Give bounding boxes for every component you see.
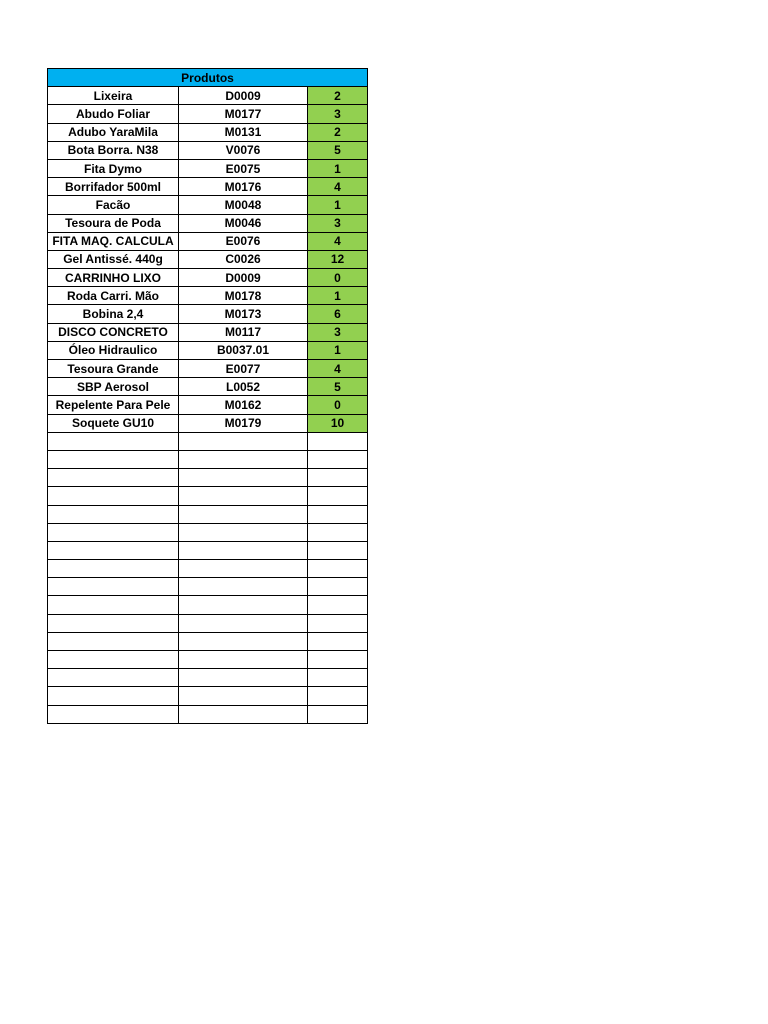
product-qty-cell[interactable]: 5 — [308, 141, 368, 159]
product-qty-cell[interactable]: 10 — [308, 414, 368, 432]
product-qty-cell[interactable]: 2 — [308, 123, 368, 141]
empty-qty-cell[interactable] — [308, 632, 368, 650]
empty-qty-cell[interactable] — [308, 596, 368, 614]
product-name-cell[interactable]: Facão — [48, 196, 179, 214]
empty-name-cell[interactable] — [48, 632, 179, 650]
product-code-cell[interactable]: M0179 — [179, 414, 308, 432]
empty-table-row — [48, 578, 368, 596]
product-name-cell[interactable]: Roda Carri. Mão — [48, 287, 179, 305]
table-row — [48, 232, 368, 250]
product-name-cell[interactable]: Abudo Foliar — [48, 105, 179, 123]
table-row — [48, 360, 368, 378]
empty-qty-cell[interactable] — [308, 487, 368, 505]
product-name-cell[interactable]: Gel Antissé. 440g — [48, 250, 179, 268]
empty-name-cell[interactable] — [48, 705, 179, 723]
empty-table-row — [48, 487, 368, 505]
product-code-cell[interactable]: M0046 — [179, 214, 308, 232]
empty-qty-cell[interactable] — [308, 687, 368, 705]
product-qty-cell[interactable]: 3 — [308, 214, 368, 232]
empty-name-cell[interactable] — [48, 614, 179, 632]
empty-code-cell[interactable] — [179, 596, 308, 614]
product-name-cell[interactable]: FITA MAQ. CALCULA — [48, 232, 179, 250]
product-qty-cell[interactable]: 0 — [308, 269, 368, 287]
table-row — [48, 323, 368, 341]
table-row — [48, 178, 368, 196]
empty-code-cell[interactable] — [179, 651, 308, 669]
table-row — [48, 250, 368, 268]
table-row — [48, 269, 368, 287]
empty-name-cell[interactable] — [48, 687, 179, 705]
empty-name-cell[interactable] — [48, 541, 179, 559]
product-code-cell[interactable]: D0009 — [179, 269, 308, 287]
table-row — [48, 196, 368, 214]
product-name-cell[interactable]: Bota Borra. N38 — [48, 141, 179, 159]
product-qty-cell[interactable]: 6 — [308, 305, 368, 323]
empty-code-cell[interactable] — [179, 469, 308, 487]
product-code-cell[interactable]: M0177 — [179, 105, 308, 123]
empty-code-cell[interactable] — [179, 632, 308, 650]
empty-qty-cell[interactable] — [308, 669, 368, 687]
empty-code-cell[interactable] — [179, 614, 308, 632]
product-code-cell[interactable]: E0077 — [179, 360, 308, 378]
table-row — [48, 378, 368, 396]
product-name-cell[interactable]: Tesoura Grande — [48, 360, 179, 378]
empty-name-cell[interactable] — [48, 578, 179, 596]
empty-table-row — [48, 432, 368, 450]
product-code-cell[interactable]: V0076 — [179, 141, 308, 159]
empty-code-cell[interactable] — [179, 560, 308, 578]
table-row — [48, 287, 368, 305]
product-code-cell[interactable]: M0162 — [179, 396, 308, 414]
empty-code-cell[interactable] — [179, 505, 308, 523]
table-row — [48, 396, 368, 414]
product-qty-cell[interactable]: 1 — [308, 196, 368, 214]
empty-name-cell[interactable] — [48, 651, 179, 669]
empty-code-cell[interactable] — [179, 432, 308, 450]
empty-table-row — [48, 596, 368, 614]
empty-code-cell[interactable] — [179, 578, 308, 596]
product-qty-cell[interactable]: 1 — [308, 159, 368, 177]
empty-qty-cell[interactable] — [308, 450, 368, 468]
product-qty-cell[interactable]: 0 — [308, 396, 368, 414]
product-code-cell[interactable]: E0076 — [179, 232, 308, 250]
table-header-cell[interactable]: Produtos — [48, 69, 368, 87]
table-row — [48, 341, 368, 359]
empty-qty-cell[interactable] — [308, 560, 368, 578]
empty-table-row — [48, 560, 368, 578]
table-row — [48, 414, 368, 432]
empty-name-cell[interactable] — [48, 487, 179, 505]
product-name-cell[interactable]: Borrifador 500ml — [48, 178, 179, 196]
table-row — [48, 105, 368, 123]
product-name-cell[interactable]: Lixeira — [48, 87, 179, 105]
empty-qty-cell[interactable] — [308, 505, 368, 523]
empty-name-cell[interactable] — [48, 450, 179, 468]
table-row — [48, 305, 368, 323]
product-qty-cell[interactable]: 2 — [308, 87, 368, 105]
product-name-cell[interactable]: Bobina 2,4 — [48, 305, 179, 323]
table-row — [48, 159, 368, 177]
empty-table-row — [48, 505, 368, 523]
empty-table-row — [48, 614, 368, 632]
product-qty-cell[interactable]: 4 — [308, 232, 368, 250]
empty-table-row — [48, 541, 368, 559]
empty-code-cell[interactable] — [179, 669, 308, 687]
empty-qty-cell[interactable] — [308, 432, 368, 450]
empty-name-cell[interactable] — [48, 432, 179, 450]
empty-name-cell[interactable] — [48, 505, 179, 523]
empty-code-cell[interactable] — [179, 523, 308, 541]
empty-qty-cell[interactable] — [308, 469, 368, 487]
product-code-cell[interactable]: M0178 — [179, 287, 308, 305]
product-qty-cell[interactable]: 12 — [308, 250, 368, 268]
product-name-cell[interactable]: Adubo YaraMila — [48, 123, 179, 141]
product-qty-cell[interactable]: 1 — [308, 341, 368, 359]
table-row — [48, 214, 368, 232]
empty-code-cell[interactable] — [179, 450, 308, 468]
product-qty-cell[interactable]: 3 — [308, 323, 368, 341]
empty-name-cell[interactable] — [48, 523, 179, 541]
empty-table-row — [48, 669, 368, 687]
empty-table-row — [48, 651, 368, 669]
table-row — [48, 87, 368, 105]
empty-code-cell[interactable] — [179, 705, 308, 723]
empty-qty-cell[interactable] — [308, 541, 368, 559]
products-table-body — [48, 69, 368, 724]
empty-table-row — [48, 687, 368, 705]
product-code-cell[interactable]: M0173 — [179, 305, 308, 323]
product-qty-cell[interactable]: 1 — [308, 287, 368, 305]
header-row — [48, 69, 368, 87]
empty-table-row — [48, 632, 368, 650]
empty-name-cell[interactable] — [48, 469, 179, 487]
empty-table-row — [48, 523, 368, 541]
empty-table-row — [48, 705, 368, 723]
product-qty-cell[interactable]: 4 — [308, 178, 368, 196]
product-code-cell[interactable]: M0048 — [179, 196, 308, 214]
empty-qty-cell[interactable] — [308, 614, 368, 632]
product-name-cell[interactable]: Soquete GU10 — [48, 414, 179, 432]
product-qty-cell[interactable]: 3 — [308, 105, 368, 123]
empty-name-cell[interactable] — [48, 596, 179, 614]
empty-qty-cell[interactable] — [308, 578, 368, 596]
empty-name-cell[interactable] — [48, 669, 179, 687]
empty-qty-cell[interactable] — [308, 705, 368, 723]
empty-table-row — [48, 469, 368, 487]
product-name-cell[interactable]: SBP Aerosol — [48, 378, 179, 396]
product-code-cell[interactable]: D0009 — [179, 87, 308, 105]
product-code-cell[interactable]: L0052 — [179, 378, 308, 396]
product-code-cell[interactable]: M0176 — [179, 178, 308, 196]
product-code-cell[interactable]: C0026 — [179, 250, 308, 268]
empty-name-cell[interactable] — [48, 560, 179, 578]
empty-qty-cell[interactable] — [308, 523, 368, 541]
table-row — [48, 123, 368, 141]
empty-code-cell[interactable] — [179, 487, 308, 505]
product-name-cell[interactable]: Fita Dymo — [48, 159, 179, 177]
product-code-cell[interactable]: M0117 — [179, 323, 308, 341]
products-table — [47, 68, 368, 724]
product-name-cell[interactable]: Tesoura de Poda — [48, 214, 179, 232]
empty-code-cell[interactable] — [179, 687, 308, 705]
product-code-cell[interactable]: E0075 — [179, 159, 308, 177]
product-code-cell[interactable]: M0131 — [179, 123, 308, 141]
table-row — [48, 141, 368, 159]
product-name-cell[interactable]: Repelente Para Pele — [48, 396, 179, 414]
product-name-cell[interactable]: CARRINHO LIXO — [48, 269, 179, 287]
product-name-cell[interactable]: DISCO CONCRETO — [48, 323, 179, 341]
product-qty-cell[interactable]: 4 — [308, 360, 368, 378]
empty-code-cell[interactable] — [179, 541, 308, 559]
empty-table-row — [48, 450, 368, 468]
product-code-cell[interactable]: B0037.01 — [179, 341, 308, 359]
product-name-cell[interactable]: Óleo Hidraulico — [48, 341, 179, 359]
empty-qty-cell[interactable] — [308, 651, 368, 669]
product-qty-cell[interactable]: 5 — [308, 378, 368, 396]
